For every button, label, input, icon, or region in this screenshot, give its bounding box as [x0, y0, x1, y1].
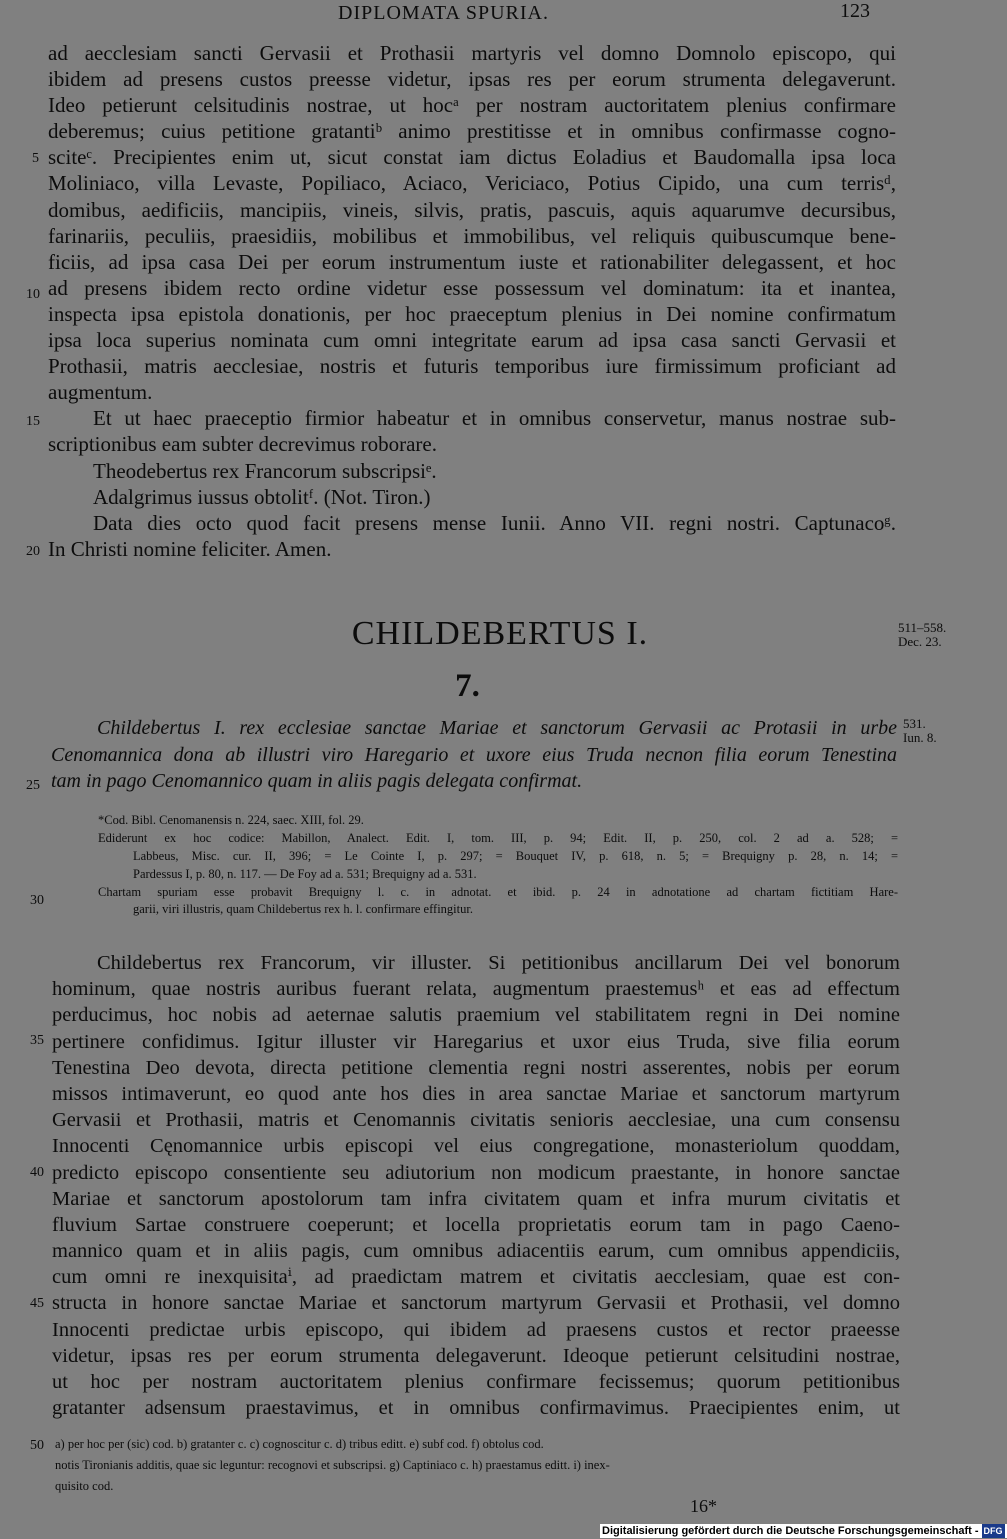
text-block-1	[48, 40, 896, 562]
text-line: Prothasii, matris aecclesiae, nostris et futuris temporibus iure firmissimum proficiant ad	[48, 354, 896, 379]
text-line: sciteᶜ. Precipientes enim ut, sicut constat iam dictus Eoladius et Baudomalla ipsa loca	[48, 145, 896, 170]
apparatus-line: Labbeus, Misc. cur. II, 396; = Le Cointe I, p. 297; = Bouquet IV, p. 618, n. 5; = Brequigny p. 28, n. 14; =	[133, 848, 898, 863]
digitization-banner	[600, 1524, 1007, 1538]
text-line: Et ut haec praeceptio firmior habeatur et in omnibus conservetur, manus nostrae sub-	[93, 406, 896, 431]
text-line: In Christi nomine feliciter. Amen.	[48, 536, 332, 561]
document-year: 531.	[903, 716, 926, 731]
line-number: 20	[26, 544, 40, 559]
text-line: Moliniaco, villa Levaste, Popiliaco, Aciaco, Vericiaco, Potius Cipido, una cum terrisᵈ,	[48, 171, 896, 196]
section-title: CHILDEBERTUS I.	[351, 615, 649, 652]
text-line: domibus, aedificiis, mancipiis, vineis, silvis, pratis, pascuis, aquis aquarumve decursibus,	[48, 197, 896, 222]
text-line: ut hoc per nostram auctoritatem plenius confirmare fecissemus; quorum petitionibus	[52, 1371, 900, 1393]
running-title: DIPLOMATA SPURIA.	[338, 2, 549, 24]
text-line: hominum, quae nostris auribus fuerant relata, augmentum praestemusʰ et eas ad effectum	[52, 978, 900, 1001]
line-number: 50	[30, 1438, 44, 1453]
document-dates	[903, 717, 937, 745]
apparatus-line: *Cod. Bibl. Cenomanensis n. 224, saec. XIII, fol. 29.	[98, 813, 364, 827]
line-number: 40	[30, 1165, 44, 1180]
text-line: augmentum.	[48, 380, 153, 405]
text-line: fluvium Sartae construere coeperunt; et locella proprietatis eorum tam in pago Caeno-	[52, 1213, 900, 1236]
text-line: Innocenti predictae urbis episcopo, qui ibidem ad praesens custos et rector praeesse	[52, 1318, 900, 1341]
text-line: predicto episcopo consentiente seu adiutorium non modicum praestante, in honore sanctae	[52, 1161, 900, 1184]
text-line: mannico quam et in aliis pagis, cum omnibus adiacentiis earum, cum omnibus appendiciis,	[52, 1240, 900, 1263]
sheet-signature: 16*	[690, 1496, 717, 1516]
digitization-note: Digitalisierung gefördert durch die Deutsche Forschungsgemeinschaft -	[602, 1525, 979, 1537]
text-line: Innocenti Cęnomannice urbis episcopi vel eius congregatione, monasteriolum quoddam,	[52, 1135, 900, 1158]
text-line: scriptionibus eam subter decrevimus roborare.	[48, 432, 437, 457]
regest-line: Cenomannica dona ab illustri viro Haregario et uxore eius Truda necnon filia eorum Tenestina	[51, 743, 897, 766]
text-line: videtur, ipsas res per eorum strumenta delegaverunt. Ideoque petierunt celsitudini nostrae,	[52, 1344, 900, 1367]
text-line: ipsa loca superius nominata cum omni integritate earum ad ipsa casa sancti Gervasii et	[48, 328, 896, 353]
text-line: ad aecclesiam sancti Gervasii et Prothasii martyris vel domno Domnolo episcopo, qui	[48, 41, 896, 65]
section-dates	[898, 621, 946, 649]
text-line: Childebertus rex Francorum, vir illuster. Si petitionibus ancillarum Dei vel bonorum	[97, 952, 900, 974]
text-line: ficiis, ad ipsa casa Dei per eorum instrumentum iuste et rationabiliter delegassent, et hoc	[48, 249, 896, 274]
text-block-2	[52, 950, 900, 1421]
footnote-line: notis Tironianis additis, quae sic leguntur: recognovi et subscripsi. g) Captiniaco c. h) praestamus editt. i) inex-	[55, 1458, 610, 1472]
text-line: cum omni re inexquisitaⁱ, ad praedictam matrem et civitatis aecclesiam, quae est con-	[52, 1266, 900, 1289]
line-number: 15	[26, 414, 40, 429]
text-line: ibidem ad presens custos preesse videtur, ipsas res per eorum strumenta delegaverunt.	[48, 67, 896, 92]
line-number: 45	[30, 1296, 44, 1311]
footnote-line: quisito cod.	[55, 1479, 114, 1493]
footnote-line: a) per hoc per (sic) cod. b) gratanter c. c) cognoscitur c. d) tribus editt. e) subf cod. f) obtolus cod.	[55, 1437, 544, 1451]
regest	[51, 715, 897, 795]
text-line: ad presens ibidem recto ordine videtur esse possessum vel dominatum: ita et inantea,	[48, 275, 896, 300]
apparatus-line: Chartam spuriam esse probavit Brequigny l. c. in adnotat. et ibid. p. 24 in adnotatione ad chartam fictitiam Hare-	[98, 884, 898, 899]
critical-apparatus	[98, 812, 898, 919]
document-number: 7.	[455, 668, 480, 704]
document-day: Iun. 8.	[903, 730, 937, 745]
text-line: Tenestina Deo devota, directa petitione clementia regni nostri asserentes, nobis per eorum	[52, 1056, 900, 1079]
section-date-range: 511–558.	[898, 620, 947, 635]
text-line: inspecta ipsa epistola donationis, per hoc praeceptum plenius in Dei nomine confirmatum	[48, 301, 896, 326]
text-line: gratanter adsensum praestavimus, et in omnibus confirmavimus. Praecipientes enim, ut	[52, 1397, 900, 1420]
dating-line: Data dies octo quod facit presens mense Iunii. Anno VII. regni nostri. Captunacoᵍ.	[93, 510, 896, 535]
apparatus-line: Ediderunt ex hoc codice: Mabillon, Analect. Edit. I, tom. III, p. 94; Edit. II, p. 250, col. 2 ad a. 528; =	[98, 830, 898, 845]
section-date-day: Dec. 23.	[898, 634, 942, 649]
line-number: 10	[26, 287, 40, 302]
text-line: Mariae et sanctorum apostolorum tam infra civitatem quam et infra murum civitatis et	[52, 1187, 900, 1210]
subscription-line: Adalgrimus iussus obtolitᶠ. (Not. Tiron.)	[93, 484, 431, 509]
text-line: Ideo petierunt celsitudinis nostrae, ut hocᵃ per nostram auctoritatem plenius confirmare	[48, 93, 896, 118]
text-line: missos intimaverunt, eo quod ante hos dies in area sanctae Mariae et sanctorum martyrum	[52, 1082, 900, 1105]
line-number: 25	[26, 778, 40, 793]
dfg-logo: DFG	[983, 1526, 1003, 1536]
text-line: farinariis, peculiis, praesidiis, mobilibus et immobilibus, vel reliquis quibuscumque bene-	[48, 223, 896, 248]
subscription-line: Theodebertus rex Francorum subscripsiᵉ.	[93, 458, 437, 483]
line-number: 35	[30, 1033, 44, 1048]
apparatus-line: garii, viri illustris, quam Childebertus rex h. l. confirmare effingitur.	[133, 902, 473, 917]
text-line: perducimus, hoc nobis ad aeternae salutis praemium vel stabilitatem regni in Dei nomine	[52, 1004, 900, 1027]
regest-line: tam in pago Cenomannico quam in aliis pagis delegata confirmat.	[51, 770, 583, 792]
text-line: Gervasii et Prothasii, matris et Cenomannis civitatis senioris aecclesiae, una cum consensu	[52, 1109, 900, 1132]
regest-line: Childebertus I. rex ecclesiae sanctae Mariae et sanctorum Gervasii ac Protasii in urbe	[97, 717, 897, 739]
line-number: 5	[32, 151, 39, 166]
text-line: structa in honore sanctae Mariae et sanctorum martyrum Gervasii et Prothasii, vel domno	[52, 1292, 900, 1315]
footnotes	[55, 1434, 902, 1497]
line-number: 30	[30, 893, 44, 908]
text-line: deberemus; cuius petitione gratantiᵇ animo prestitisse et in omnibus confirmasse cogno-	[48, 119, 896, 144]
running-header	[0, 0, 1000, 26]
text-line: pertinere confidimus. Igitur illuster vir Haregarius et uxor eius Truda, sive filia eorum	[52, 1030, 900, 1053]
apparatus-line: Pardessus I, p. 80, n. 117. — De Foy ad a. 531; Brequigny ad a. 531.	[133, 866, 477, 881]
page-number: 123	[840, 0, 870, 22]
